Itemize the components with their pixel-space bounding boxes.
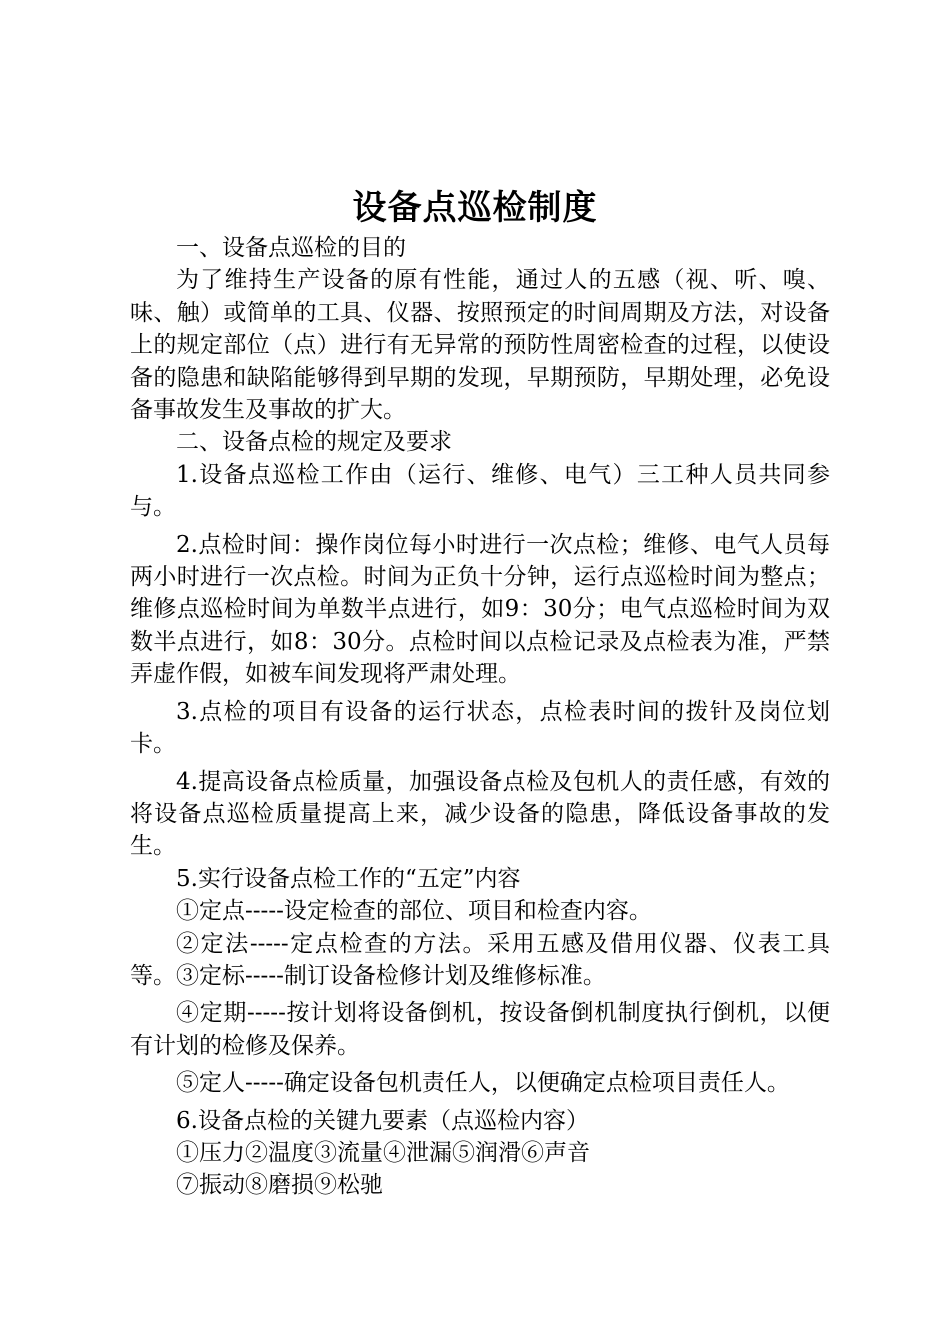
requirement-item-2: 2.点检时间：操作岗位每小时进行一次点检；维修、电气人员每两小时进行一次点检。时间为正负十分钟，运行点巡检时间为整点；维修点巡检时间为单数半点进行，如9：30分；电气点巡检时间为双数半点进行，如8：30分。点检时间以点检记录及点检表为准，严禁弄虚作假，如被车间发现将严肃处理。 [130, 531, 830, 688]
document-body [130, 232, 830, 1202]
five-fixed-person: ⑤定人-----确定设备包机责任人，以便确定点检项目责任人。 [176, 1070, 790, 1097]
nine-elements-line-1: ①压力②温度③流量④泄漏⑤润滑⑥声音 [176, 1139, 590, 1166]
requirement-item-5: 5.实行设备点检工作的“五定”内容 [176, 865, 521, 892]
five-fixed-period: ④定期-----按计划将设备倒机，按设备倒机制度执行倒机，以便有计划的检修及保养。 [130, 1000, 830, 1059]
five-fixed-method-standard: ②定法-----定点检查的方法。采用五感及借用仪器、仪表工具等。③定标-----制订设备检修计划及维修标准。 [130, 930, 830, 989]
document-title: 设备点巡检制度 [352, 188, 598, 228]
requirement-item-1: 1.设备点巡检工作由（运行、维修、电气）三工种人员共同参与。 [130, 461, 830, 521]
purpose-paragraph: 为了维持生产设备的原有性能，通过人的五感（视、听、嗅、味、触）或简单的工具、仪器、按照预定的时间周期及方法，对设备上的规定部位（点）进行有无异常的预防性周密检查的过程，以使设备的隐患和缺陷能够得到早期的发现，早期预防，早期处理，必免设备事故发生及事故的扩大。 [130, 267, 830, 424]
section-heading-requirements: 二、设备点检的规定及要求 [176, 429, 452, 456]
requirement-item-6: 6.设备点检的关键九要素（点巡检内容） [176, 1107, 589, 1134]
requirement-item-3: 3.点检的项目有设备的运行状态，点检表时间的拨针及岗位划卡。 [130, 698, 830, 758]
five-fixed-point: ①定点-----设定检查的部位、项目和检查内容。 [176, 898, 652, 925]
nine-elements-line-2: ⑦振动⑧磨损⑨松驰 [176, 1172, 383, 1199]
section-heading-purpose: 一、设备点巡检的目的 [176, 235, 406, 261]
requirement-item-4: 4.提高设备点检质量，加强设备点检及包机人的责任感，有效的将设备点巡检质量提高上来，减少设备的隐患，降低设备事故的发生。 [130, 768, 830, 860]
